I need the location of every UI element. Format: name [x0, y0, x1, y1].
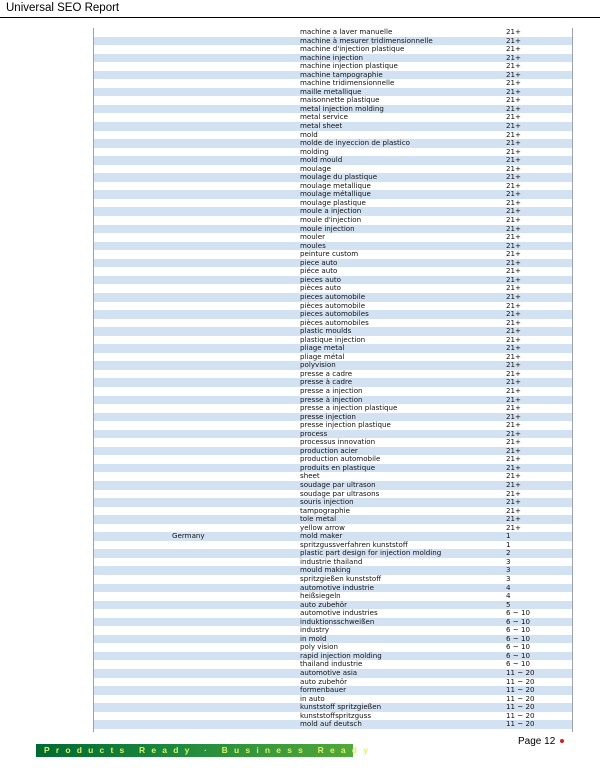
rank-cell: 21+	[506, 462, 521, 472]
rank-cell: 6 ~ 10	[506, 625, 530, 635]
keyword-cell: rapid injection molding	[300, 650, 382, 660]
rank-cell: 21+	[506, 403, 521, 413]
rank-cell: 21+	[506, 479, 521, 489]
table-row	[94, 233, 572, 242]
keyword-cell: production acier	[300, 445, 358, 455]
keyword-cell: auto zubehör	[300, 599, 348, 609]
rank-cell: 21+	[506, 334, 521, 344]
keyword-cell: plastic part design for injection molding	[300, 548, 442, 558]
rank-cell: 21+	[506, 505, 521, 515]
rank-cell: 21+	[506, 232, 521, 242]
rank-cell: 21+	[506, 377, 521, 387]
keyword-cell: pliage metal	[300, 343, 345, 353]
footer-tagline: Products Ready · Business Ready	[44, 745, 375, 755]
keyword-cell: machine tridimensionnelle	[300, 78, 395, 88]
keyword-cell: soudage par ultrason	[300, 479, 376, 489]
rank-cell: 21+	[506, 454, 521, 464]
rank-cell: 3	[506, 565, 511, 575]
keyword-cell: metal sheet	[300, 121, 343, 131]
keyword-cell: molde de inyeccion de plastico	[300, 138, 410, 148]
keyword-cell: thailand industrie	[300, 659, 363, 669]
rank-cell: 21+	[506, 514, 521, 524]
rank-cell: 21+	[506, 206, 521, 216]
rank-cell: 21+	[506, 411, 521, 421]
keyword-cell: pièces auto	[300, 283, 342, 293]
rank-cell: 21+	[506, 215, 521, 225]
keyword-cell: pieces automobiles	[300, 309, 369, 319]
rank-cell: 21+	[506, 78, 521, 88]
keyword-cell: in mold	[300, 633, 327, 643]
keyword-cell: poly vision	[300, 642, 338, 652]
keyword-cell: auto zubehör	[300, 676, 348, 686]
rank-cell: 21+	[506, 103, 521, 113]
rank-cell: 21+	[506, 497, 521, 507]
keyword-cell: induktionsschweißen	[300, 616, 375, 626]
keyword-cell: kunststoffspritzguss	[300, 710, 372, 720]
rank-cell: 11 ~ 20	[506, 685, 535, 695]
keyword-cell: automotive industrie	[300, 582, 374, 592]
rank-cell: 21+	[506, 172, 521, 182]
keyword-cell: moulage metallique	[300, 180, 371, 190]
keyword-cell: metal service	[300, 112, 349, 122]
keyword-cell: pieces auto	[300, 274, 342, 284]
rank-cell: 21+	[506, 95, 521, 105]
rank-cell: 21+	[506, 138, 521, 148]
rank-cell: 21+	[506, 52, 521, 62]
rank-cell: 11 ~ 20	[506, 668, 535, 678]
keyword-cell: pieces automobile	[300, 291, 366, 301]
rank-cell: 21+	[506, 223, 521, 233]
rank-cell: 21+	[506, 471, 521, 481]
keyword-cell: moules	[300, 240, 326, 250]
rank-cell: 21+	[506, 309, 521, 319]
rank-cell: 11 ~ 20	[506, 702, 535, 712]
rank-cell: 21+	[506, 61, 521, 71]
keyword-cell: souris injection	[300, 497, 354, 507]
keyword-cell: pliage métal	[300, 351, 345, 361]
rank-cell: 6 ~ 10	[506, 616, 530, 626]
rank-cell: 4	[506, 591, 511, 601]
keyword-cell: spritzgussverfahren kunststoff	[300, 539, 408, 549]
keyword-cell: production automobile	[300, 454, 381, 464]
rank-cell: 21+	[506, 249, 521, 259]
rank-cell: 21+	[506, 35, 521, 45]
rank-cell: 6 ~ 10	[506, 608, 530, 618]
keyword-cell: mouler	[300, 232, 325, 242]
rank-cell: 21+	[506, 368, 521, 378]
keyword-cell: tampographie	[300, 505, 350, 515]
rank-cell: 2	[506, 548, 511, 558]
keyword-cell: mold mould	[300, 155, 343, 165]
rank-cell: 6 ~ 10	[506, 659, 530, 669]
keyword-cell: mold maker	[300, 531, 343, 541]
keyword-cell: machine à mesurer tridimensionnelle	[300, 35, 433, 45]
rank-cell: 21+	[506, 240, 521, 250]
rank-cell: 21+	[506, 291, 521, 301]
rank-cell: 21+	[506, 257, 521, 267]
table-row	[94, 618, 572, 627]
rank-cell: 11 ~ 20	[506, 719, 535, 729]
keyword-cell: polyvision	[300, 360, 336, 370]
keyword-cell: presse à cadre	[300, 377, 353, 387]
rank-cell: 6 ~ 10	[506, 642, 530, 652]
rank-cell: 3	[506, 556, 511, 566]
keyword-cell: industrie thailand	[300, 556, 363, 566]
rank-cell: 6 ~ 10	[506, 633, 530, 643]
rank-cell: 21+	[506, 360, 521, 370]
keyword-cell: moule d'injection	[300, 215, 362, 225]
keyword-ranking-table	[93, 28, 573, 732]
keyword-cell: mold	[300, 129, 318, 139]
table-row	[94, 421, 572, 430]
keyword-cell: machine tampographie	[300, 69, 383, 79]
rank-cell: 21+	[506, 121, 521, 131]
keyword-cell: maisonnette plastique	[300, 95, 380, 105]
table-row	[94, 626, 572, 635]
rank-cell: 11 ~ 20	[506, 710, 535, 720]
keyword-cell: machine d'injection plastique	[300, 44, 405, 54]
page-dot-icon	[560, 739, 564, 743]
rank-cell: 5	[506, 599, 511, 609]
rank-cell: 21+	[506, 180, 521, 190]
keyword-cell: moulage métallique	[300, 189, 371, 199]
rank-cell: 21+	[506, 129, 521, 139]
rank-cell: 21+	[506, 69, 521, 79]
keyword-cell: peinture custom	[300, 249, 359, 259]
keyword-cell: molding	[300, 146, 329, 156]
footer-tagline-bar	[36, 744, 375, 757]
rank-cell: 21+	[506, 488, 521, 498]
rank-cell: 21+	[506, 163, 521, 173]
keyword-cell: soudage par ultrasons	[300, 488, 380, 498]
keyword-cell: moule a injection	[300, 206, 362, 216]
rank-cell: 21+	[506, 394, 521, 404]
keyword-cell: piéce auto	[300, 266, 338, 276]
keyword-cell: mold auf deutsch	[300, 719, 362, 729]
rank-cell: 21+	[506, 44, 521, 54]
rank-cell: 21+	[506, 428, 521, 438]
keyword-cell: metal injection molding	[300, 103, 384, 113]
keyword-cell: spritzgießen kunststoff	[300, 574, 382, 583]
keyword-cell: industry	[300, 625, 330, 635]
keyword-cell: produits en plastique	[300, 462, 376, 472]
keyword-cell: pièces automobile	[300, 300, 366, 310]
keyword-cell: automotive industries	[300, 608, 378, 618]
rank-cell: 21+	[506, 437, 521, 447]
header-rule	[0, 17, 600, 18]
rank-cell: 21+	[506, 317, 521, 327]
keyword-cell: plastique injection	[300, 334, 366, 344]
table-row	[94, 225, 572, 234]
keyword-cell: processus innovation	[300, 437, 376, 447]
rank-cell: 21+	[506, 420, 521, 430]
keyword-cell: pièces automobiles	[300, 317, 369, 327]
rank-cell: 21+	[506, 28, 521, 36]
rank-cell: 21+	[506, 197, 521, 207]
rank-cell: 21+	[506, 189, 521, 199]
rank-cell: 21+	[506, 155, 521, 165]
keyword-cell: moule injection	[300, 223, 355, 233]
rank-cell: 21+	[506, 283, 521, 293]
rank-cell: 21+	[506, 385, 521, 395]
keyword-cell: presse injection	[300, 411, 356, 421]
report-header	[0, 0, 600, 18]
rank-cell: 21+	[506, 86, 521, 96]
keyword-cell: process	[300, 428, 328, 438]
rank-cell: 21+	[506, 351, 521, 361]
keyword-cell: presse injection plastique	[300, 420, 391, 430]
rank-cell: 21+	[506, 445, 521, 455]
rank-cell: 11 ~ 20	[506, 693, 535, 703]
table-row	[94, 686, 572, 695]
table-row	[94, 122, 572, 131]
rank-cell: 21+	[506, 343, 521, 353]
keyword-cell: machine injection	[300, 52, 364, 62]
keyword-cell: formenbauer	[300, 685, 347, 695]
rank-cell: 21+	[506, 146, 521, 156]
page-number: Page 12	[518, 736, 556, 747]
keyword-cell: kunststoff spritzgießen	[300, 702, 382, 712]
keyword-cell: tole metal	[300, 514, 337, 524]
keyword-cell: machine injection plastique	[300, 61, 398, 71]
rank-cell: 1	[506, 539, 511, 549]
rank-cell: 3	[506, 574, 511, 583]
keyword-cell: moulage	[300, 163, 331, 173]
keyword-cell: moulage plastique	[300, 197, 366, 207]
rank-cell: 21+	[506, 266, 521, 276]
keyword-cell: presse a injection	[300, 385, 363, 395]
keyword-cell: automotive asia	[300, 668, 358, 678]
rank-cell: 21+	[506, 300, 521, 310]
keyword-cell: yellow arrow	[300, 522, 345, 532]
rank-cell: 21+	[506, 522, 521, 532]
rank-cell: 4	[506, 582, 511, 592]
rank-cell: 21+	[506, 326, 521, 336]
keyword-cell: machine a laver manuelle	[300, 28, 393, 36]
keyword-cell: sheet	[300, 471, 320, 481]
table-row	[94, 720, 572, 729]
rank-cell: 21+	[506, 112, 521, 122]
rank-cell: 6 ~ 10	[506, 650, 530, 660]
keyword-cell: mould making	[300, 565, 351, 575]
rank-cell: 1	[506, 531, 511, 541]
keyword-cell: presse a injection plastique	[300, 403, 398, 413]
rank-cell: 11 ~ 20	[506, 676, 535, 686]
keyword-cell: maille metallique	[300, 86, 362, 96]
keyword-cell: piece auto	[300, 257, 338, 267]
keyword-cell: presse a cadre	[300, 368, 353, 378]
keyword-cell: moulage du plastique	[300, 172, 378, 182]
keyword-cell: in auto	[300, 693, 325, 703]
report-title: Universal SEO Report	[6, 2, 120, 14]
table-row	[94, 464, 572, 473]
keyword-cell: plastic moulds	[300, 326, 352, 336]
keyword-cell: presse à injection	[300, 394, 363, 404]
table-row	[94, 156, 572, 165]
table-row	[94, 139, 572, 148]
keyword-cell: heißsiegeln	[300, 591, 341, 601]
country-cell: Germany	[172, 531, 205, 541]
rank-cell: 21+	[506, 274, 521, 284]
